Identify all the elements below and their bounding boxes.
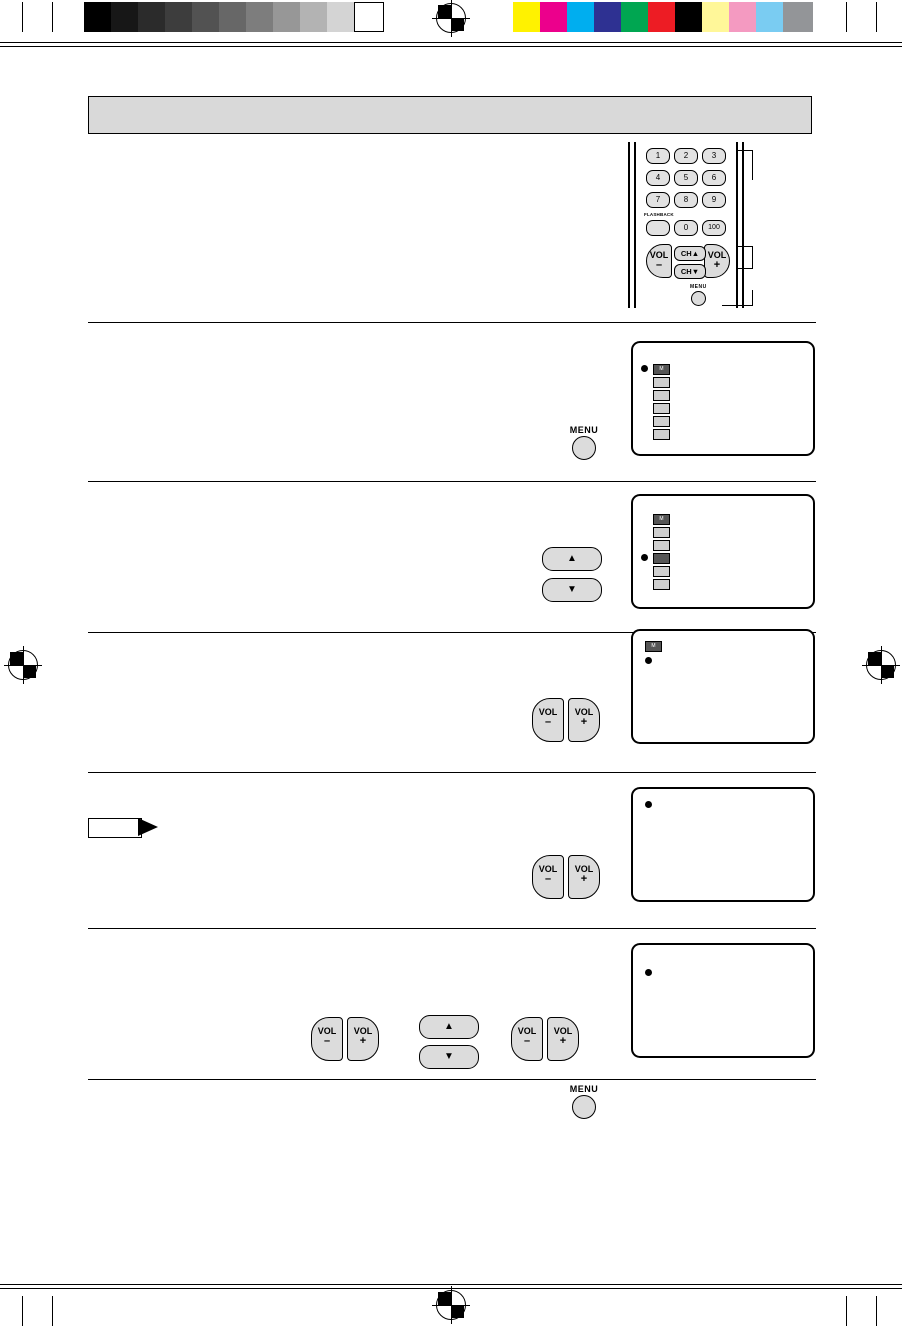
grayscale-swatch (138, 2, 168, 32)
crop-mark (52, 1296, 53, 1326)
step2-arrow-down-button[interactable]: ▼ (542, 578, 602, 602)
registration-target-icon (866, 650, 896, 680)
registration-target-icon (436, 1290, 466, 1320)
vol-up-label-top: VOL (353, 1026, 373, 1036)
note-flag-icon (88, 818, 160, 838)
vol-up-label-bottom: + (559, 1035, 567, 1047)
registration-target-icon (436, 3, 466, 33)
grayscale-swatch (327, 2, 357, 32)
osd-row[interactable] (653, 527, 670, 538)
menu-circle-icon (572, 436, 596, 460)
step3-vol-up-button[interactable] (568, 698, 600, 742)
crop-mark (846, 2, 847, 32)
callout-leader (752, 290, 753, 306)
grayscale-swatch (84, 2, 114, 32)
step-separator (88, 322, 816, 323)
callout-leader (722, 305, 753, 306)
vol-down-label-bottom: – (655, 259, 663, 271)
remote-right-edge (736, 142, 738, 308)
grayscale-swatch (354, 2, 384, 32)
callout-leader (736, 246, 753, 247)
vol-down-label-bottom: – (523, 1035, 531, 1047)
remote-channel-down-button[interactable]: CH▼ (674, 264, 706, 279)
osd-selection-bullet (645, 969, 652, 976)
color-swatch-yellow (513, 2, 543, 32)
color-swatch-light-yellow (702, 2, 732, 32)
grayscale-swatch (192, 2, 222, 32)
osd-row-selected[interactable] (653, 553, 670, 564)
vol-down-label-top: VOL (538, 864, 558, 874)
vol-up-label-bottom: + (580, 716, 588, 728)
vol-down-label-bottom: – (544, 716, 552, 728)
color-swatch-light-blue (756, 2, 786, 32)
step4-vol-up-button[interactable] (568, 855, 600, 899)
footer-menu-label: MENU (569, 1084, 599, 1094)
osd-selection-bullet (641, 554, 648, 561)
vol-up-label-top: VOL (707, 250, 727, 260)
step1-menu-button[interactable] (561, 425, 607, 460)
remote-menu-label: MENU (690, 284, 707, 290)
color-swatch-gray (783, 2, 813, 32)
remote-key-5[interactable]: 5 (674, 170, 698, 186)
vol-down-label-top: VOL (649, 250, 669, 260)
step4-vol-down-button[interactable] (532, 855, 564, 899)
vol-down-label-bottom: – (544, 873, 552, 885)
step1-osd-screen (631, 341, 815, 456)
footer-menu-button[interactable] (561, 1084, 607, 1119)
remote-channel-up-button[interactable]: CH▲ (674, 246, 706, 261)
callout-leader (752, 150, 753, 180)
remote-key-4[interactable]: 4 (646, 170, 670, 186)
remote-key-9[interactable]: 9 (702, 192, 726, 208)
crop-mark (0, 46, 902, 47)
osd-row[interactable] (653, 403, 670, 414)
step-separator (88, 481, 816, 482)
step-separator (88, 928, 816, 929)
crop-mark (22, 2, 23, 32)
step4-osd-screen (631, 787, 815, 902)
osd-row[interactable] (653, 377, 670, 388)
vol-down-label-top: VOL (538, 707, 558, 717)
remote-vol-down-button[interactable] (646, 244, 672, 278)
vol-up-label-bottom: + (580, 873, 588, 885)
osd-row[interactable] (653, 429, 670, 440)
remote-menu-button[interactable] (690, 284, 707, 306)
remote-key-7[interactable]: 7 (646, 192, 670, 208)
step5-arrow-up-button[interactable]: ▲ (419, 1015, 479, 1039)
osd-row[interactable] (653, 540, 670, 551)
osd-selection-bullet (645, 657, 652, 664)
crop-mark (0, 1284, 902, 1285)
osd-row[interactable]: M (653, 364, 670, 375)
osd-row[interactable] (653, 416, 670, 427)
color-swatch-cyan (567, 2, 597, 32)
vol-down-label-top: VOL (517, 1026, 537, 1036)
step5-osd-screen (631, 943, 815, 1058)
crop-mark (22, 1296, 23, 1326)
step3-osd-screen (631, 629, 815, 744)
osd-row[interactable]: M (653, 514, 670, 525)
callout-leader (736, 268, 753, 269)
remote-key-2[interactable]: 2 (674, 148, 698, 164)
step5-vol-up-button-b[interactable] (547, 1017, 579, 1061)
remote-outer-edge (628, 142, 630, 308)
remote-key-1[interactable]: 1 (646, 148, 670, 164)
step1-menu-label: MENU (569, 425, 599, 435)
flashback-label: FLASHBACK (644, 212, 674, 217)
callout-leader (738, 150, 753, 151)
remote-control-illustration (628, 142, 746, 312)
menu-circle-icon (572, 1095, 596, 1119)
remote-right-edge-2 (742, 142, 744, 308)
grayscale-swatch (246, 2, 276, 32)
osd-row[interactable] (653, 566, 670, 577)
osd-selection-bullet (641, 365, 648, 372)
grayscale-swatch (111, 2, 141, 32)
remote-key-flashback[interactable] (646, 220, 670, 236)
step-separator (88, 772, 816, 773)
step3-vol-down-button[interactable] (532, 698, 564, 742)
grayscale-swatch (219, 2, 249, 32)
color-swatch-green (621, 2, 651, 32)
step5-vol-down-button-b[interactable] (511, 1017, 543, 1061)
remote-key-100[interactable]: 100 (702, 220, 726, 236)
grayscale-swatch (165, 2, 195, 32)
step2-osd-screen (631, 494, 815, 609)
step5-vol-up-button-a[interactable] (347, 1017, 379, 1061)
vol-up-label-bottom: + (359, 1035, 367, 1047)
crop-mark (52, 2, 53, 32)
vol-up-label-top: VOL (574, 864, 594, 874)
remote-vol-up-button[interactable] (704, 244, 730, 278)
color-swatch-magenta (540, 2, 570, 32)
remote-key-3[interactable]: 3 (702, 148, 726, 164)
color-swatch-blue (594, 2, 624, 32)
crop-mark (0, 42, 902, 43)
registration-target-icon (8, 650, 38, 680)
color-swatch-black (675, 2, 705, 32)
color-swatch-pink (729, 2, 759, 32)
remote-key-8[interactable]: 8 (674, 192, 698, 208)
step5-arrow-down-button[interactable]: ▼ (419, 1045, 479, 1069)
remote-key-6[interactable]: 6 (702, 170, 726, 186)
callout-leader (752, 246, 753, 268)
grayscale-swatch (273, 2, 303, 32)
vol-up-label-top: VOL (553, 1026, 573, 1036)
step5-vol-down-button-a[interactable] (311, 1017, 343, 1061)
vol-up-label-bottom: + (713, 259, 721, 271)
remote-key-0[interactable]: 0 (674, 220, 698, 236)
step-separator (88, 1079, 816, 1080)
grayscale-swatch (300, 2, 330, 32)
crop-mark (876, 2, 877, 32)
osd-row[interactable] (653, 579, 670, 590)
color-swatch-red (648, 2, 678, 32)
crop-mark (846, 1296, 847, 1326)
vol-up-label-top: VOL (574, 707, 594, 717)
osd-row[interactable]: M (645, 641, 662, 652)
vol-down-label-bottom: – (323, 1035, 331, 1047)
page-title-band (88, 96, 812, 134)
osd-row[interactable] (653, 390, 670, 401)
osd-selection-bullet (645, 801, 652, 808)
step2-arrow-up-button[interactable]: ▲ (542, 547, 602, 571)
crop-mark (876, 1296, 877, 1326)
vol-down-label-top: VOL (317, 1026, 337, 1036)
menu-circle-icon (691, 291, 706, 306)
remote-inner-edge (634, 142, 636, 308)
